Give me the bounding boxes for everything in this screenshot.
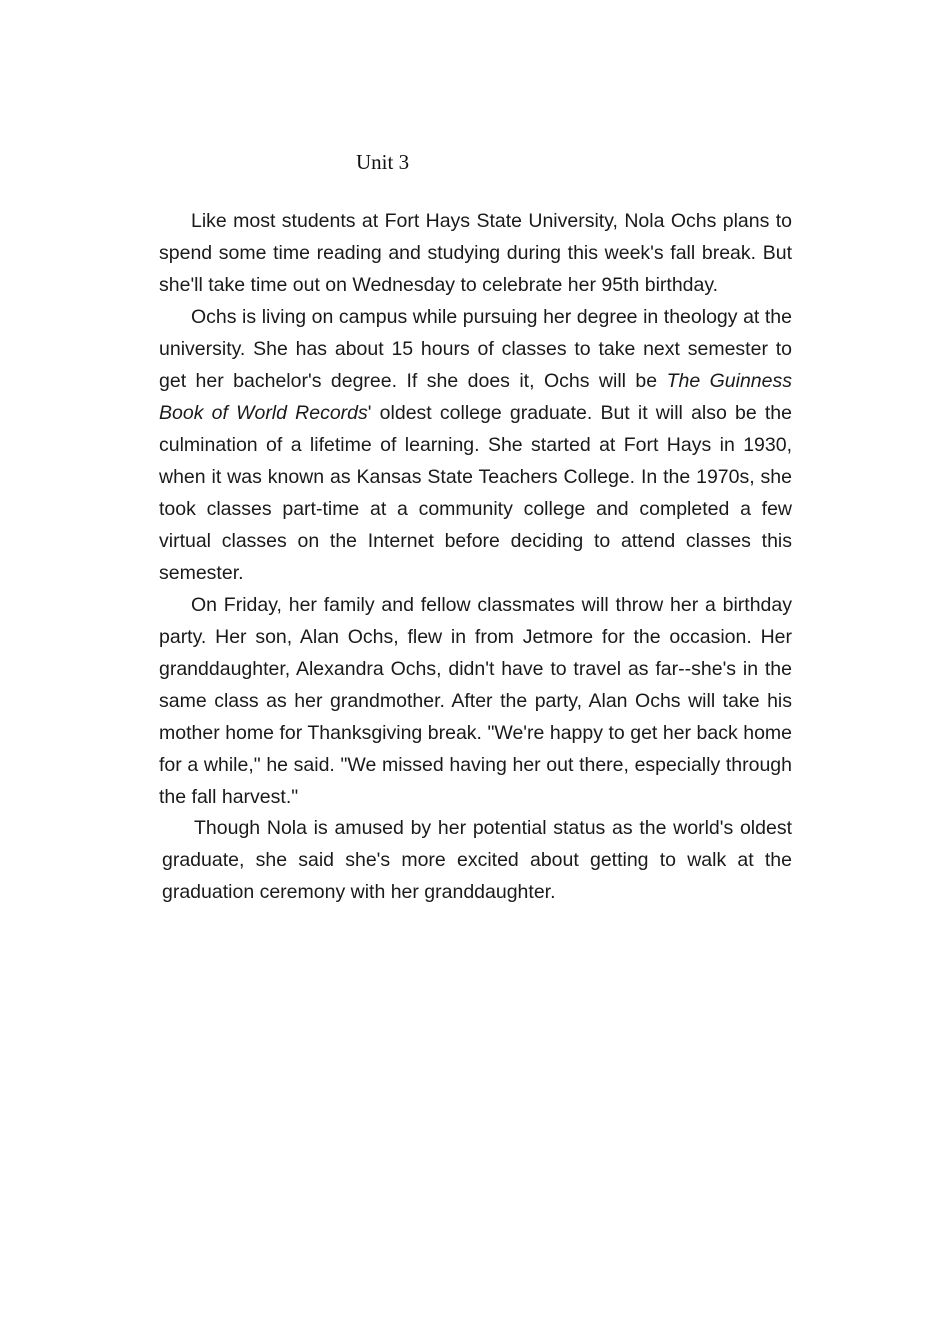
book-title: The Guinness Book of World Records bbox=[159, 370, 793, 424]
unit-title: Unit 3 bbox=[356, 150, 410, 174]
paragraph-1: Like most students at Fort Hays State University, Nola Ochs plans to spend some time reading and studying during this week's fall break. But she'll take time out on Wednesday to celebrate her 95th birthday. bbox=[159, 210, 792, 296]
paragraph-3: On Friday, her family and fellow classmates will throw her a birthday party. Her son, Alan Ochs, flew in from Jetmore for the occasion. Her granddaughter, Alexandra Ochs, didn't have to travel as far--she's in the same class as her grandmother. After the party, Alan Ochs will take his mother home for Thanksgiving break. "We're happy to get her back home for a while," he said. "We missed having her out there, especially through the fall harvest." bbox=[159, 594, 792, 808]
paragraph-2-part-2: ' oldest college graduate. But it will also be the culmination of a lifetime of learning. She started at Fort Hays in 1930, when it was known as Kansas State Teachers College. In the 1970s, she took classes part-time at a community college and completed a few virtual classes on the Internet before deciding to attend classes this semester. bbox=[159, 402, 792, 584]
paragraph-2 bbox=[159, 301, 792, 589]
article-body bbox=[159, 205, 792, 908]
paragraph-2-part-1: Ochs is living on campus while pursuing her degree in theology at the university. She has about 15 hours of classes to take next semester to get her bachelor's degree. If she does it, Ochs will be bbox=[159, 306, 792, 392]
paragraph-4: Though Nola is amused by her potential status as the world's oldest graduate, she said she's more excited about getting to walk at the graduation ceremony with her granddaughter. bbox=[162, 817, 792, 903]
